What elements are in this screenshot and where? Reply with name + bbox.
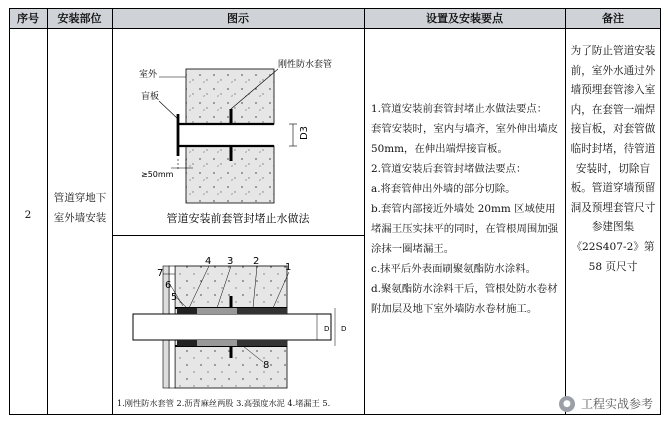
callout-5: 5: [171, 292, 178, 303]
plug-fill-bottom: [177, 340, 197, 346]
grid-top: [9, 8, 661, 9]
fiber-fill-bottom: [237, 340, 287, 346]
watermark: [559, 395, 653, 412]
points-list: [371, 99, 559, 319]
callout-1: 1: [285, 262, 292, 273]
grid-right: [660, 8, 661, 415]
remarks: 为了防止管道安装前，室外水通过外墙预埋套管渗入室内，在套管一端焊接盲板，对套管做临时封堵，待管道安装时，切除盲板。管道穿墙预留洞及预埋套管尺寸参建图集《22S407-2》第 58 页尺寸: [570, 45, 656, 273]
header-remarks: 备注: [565, 8, 661, 28]
plug-fill-top: [177, 308, 197, 314]
sleeve-blind-plate-diagram: [113, 29, 363, 235]
cement-fill-bottom: [197, 340, 237, 346]
grid-bottom: [9, 414, 661, 415]
grid-col1: [47, 8, 48, 415]
grid-col3: [364, 8, 365, 415]
label-plate: 盲板: [141, 92, 160, 102]
callout-8: 8: [263, 360, 270, 371]
dim-inner: D: [324, 325, 330, 333]
callout-3: 3: [227, 256, 234, 267]
callout-4: 4: [205, 256, 212, 267]
label-dim-50: ≥50mm: [141, 170, 174, 179]
header-location: 安装部位: [47, 8, 112, 28]
point-item: a.将套管伸出外墙的部分切除。: [371, 183, 516, 195]
row-no: 2: [24, 209, 32, 221]
pipe: [133, 314, 331, 340]
label-sleeve: 刚性防水套管: [278, 60, 333, 70]
point-item: 套管安装时，室内与墙齐，室外伸出墙皮 50mm，在伸出端焊接盲板。: [371, 123, 559, 155]
point-item: d.聚氨酯防水涂料干后，管根处防水卷材附加层及地下室外墙防水卷材施工。: [371, 283, 558, 315]
label-outside: 室外: [139, 70, 158, 80]
point-item: b.套管内部接近外墙处 20mm 区域使用堵漏王压实抹平的同时，在管根周围加强涂抹一圈堵漏王。: [371, 203, 559, 255]
cement-fill-top: [197, 308, 237, 314]
caption-top: 管道安装前套管封堵止水做法: [166, 212, 310, 225]
header-points: 设置及安装要点: [364, 8, 565, 28]
point-item: 1.管道安装前套管封堵止水做法要点：: [371, 103, 548, 115]
callout-2: 2: [253, 256, 260, 267]
row-location: 管道穿地下室外墙安装: [53, 192, 107, 224]
label-d3: D3: [299, 125, 310, 141]
header-diagram: 图示: [112, 8, 364, 28]
wechat-icon: ●: [559, 396, 575, 412]
header-no: 序号: [9, 8, 47, 28]
grid-col4: [565, 8, 566, 415]
dim-outer: D: [341, 325, 347, 333]
point-item: 2.管道安装后套管封堵做法要点：: [371, 163, 527, 175]
callout-6: 6: [165, 280, 172, 291]
sleeve: [178, 124, 274, 146]
legend-bottom: 1.刚性防水套管 2.沥青麻丝两股 3.高强度水泥 4.堵漏王 5.: [117, 398, 331, 408]
callout-7: 7: [157, 268, 164, 279]
leader-plate: [159, 101, 178, 119]
point-item: c.抹平后外表面刷聚氨酯防水涂料。: [371, 263, 536, 275]
sleeve-sealing-diagram: [113, 236, 363, 414]
fiber-fill-top: [237, 308, 287, 314]
watermark-text: 工程实战参考: [580, 397, 653, 411]
